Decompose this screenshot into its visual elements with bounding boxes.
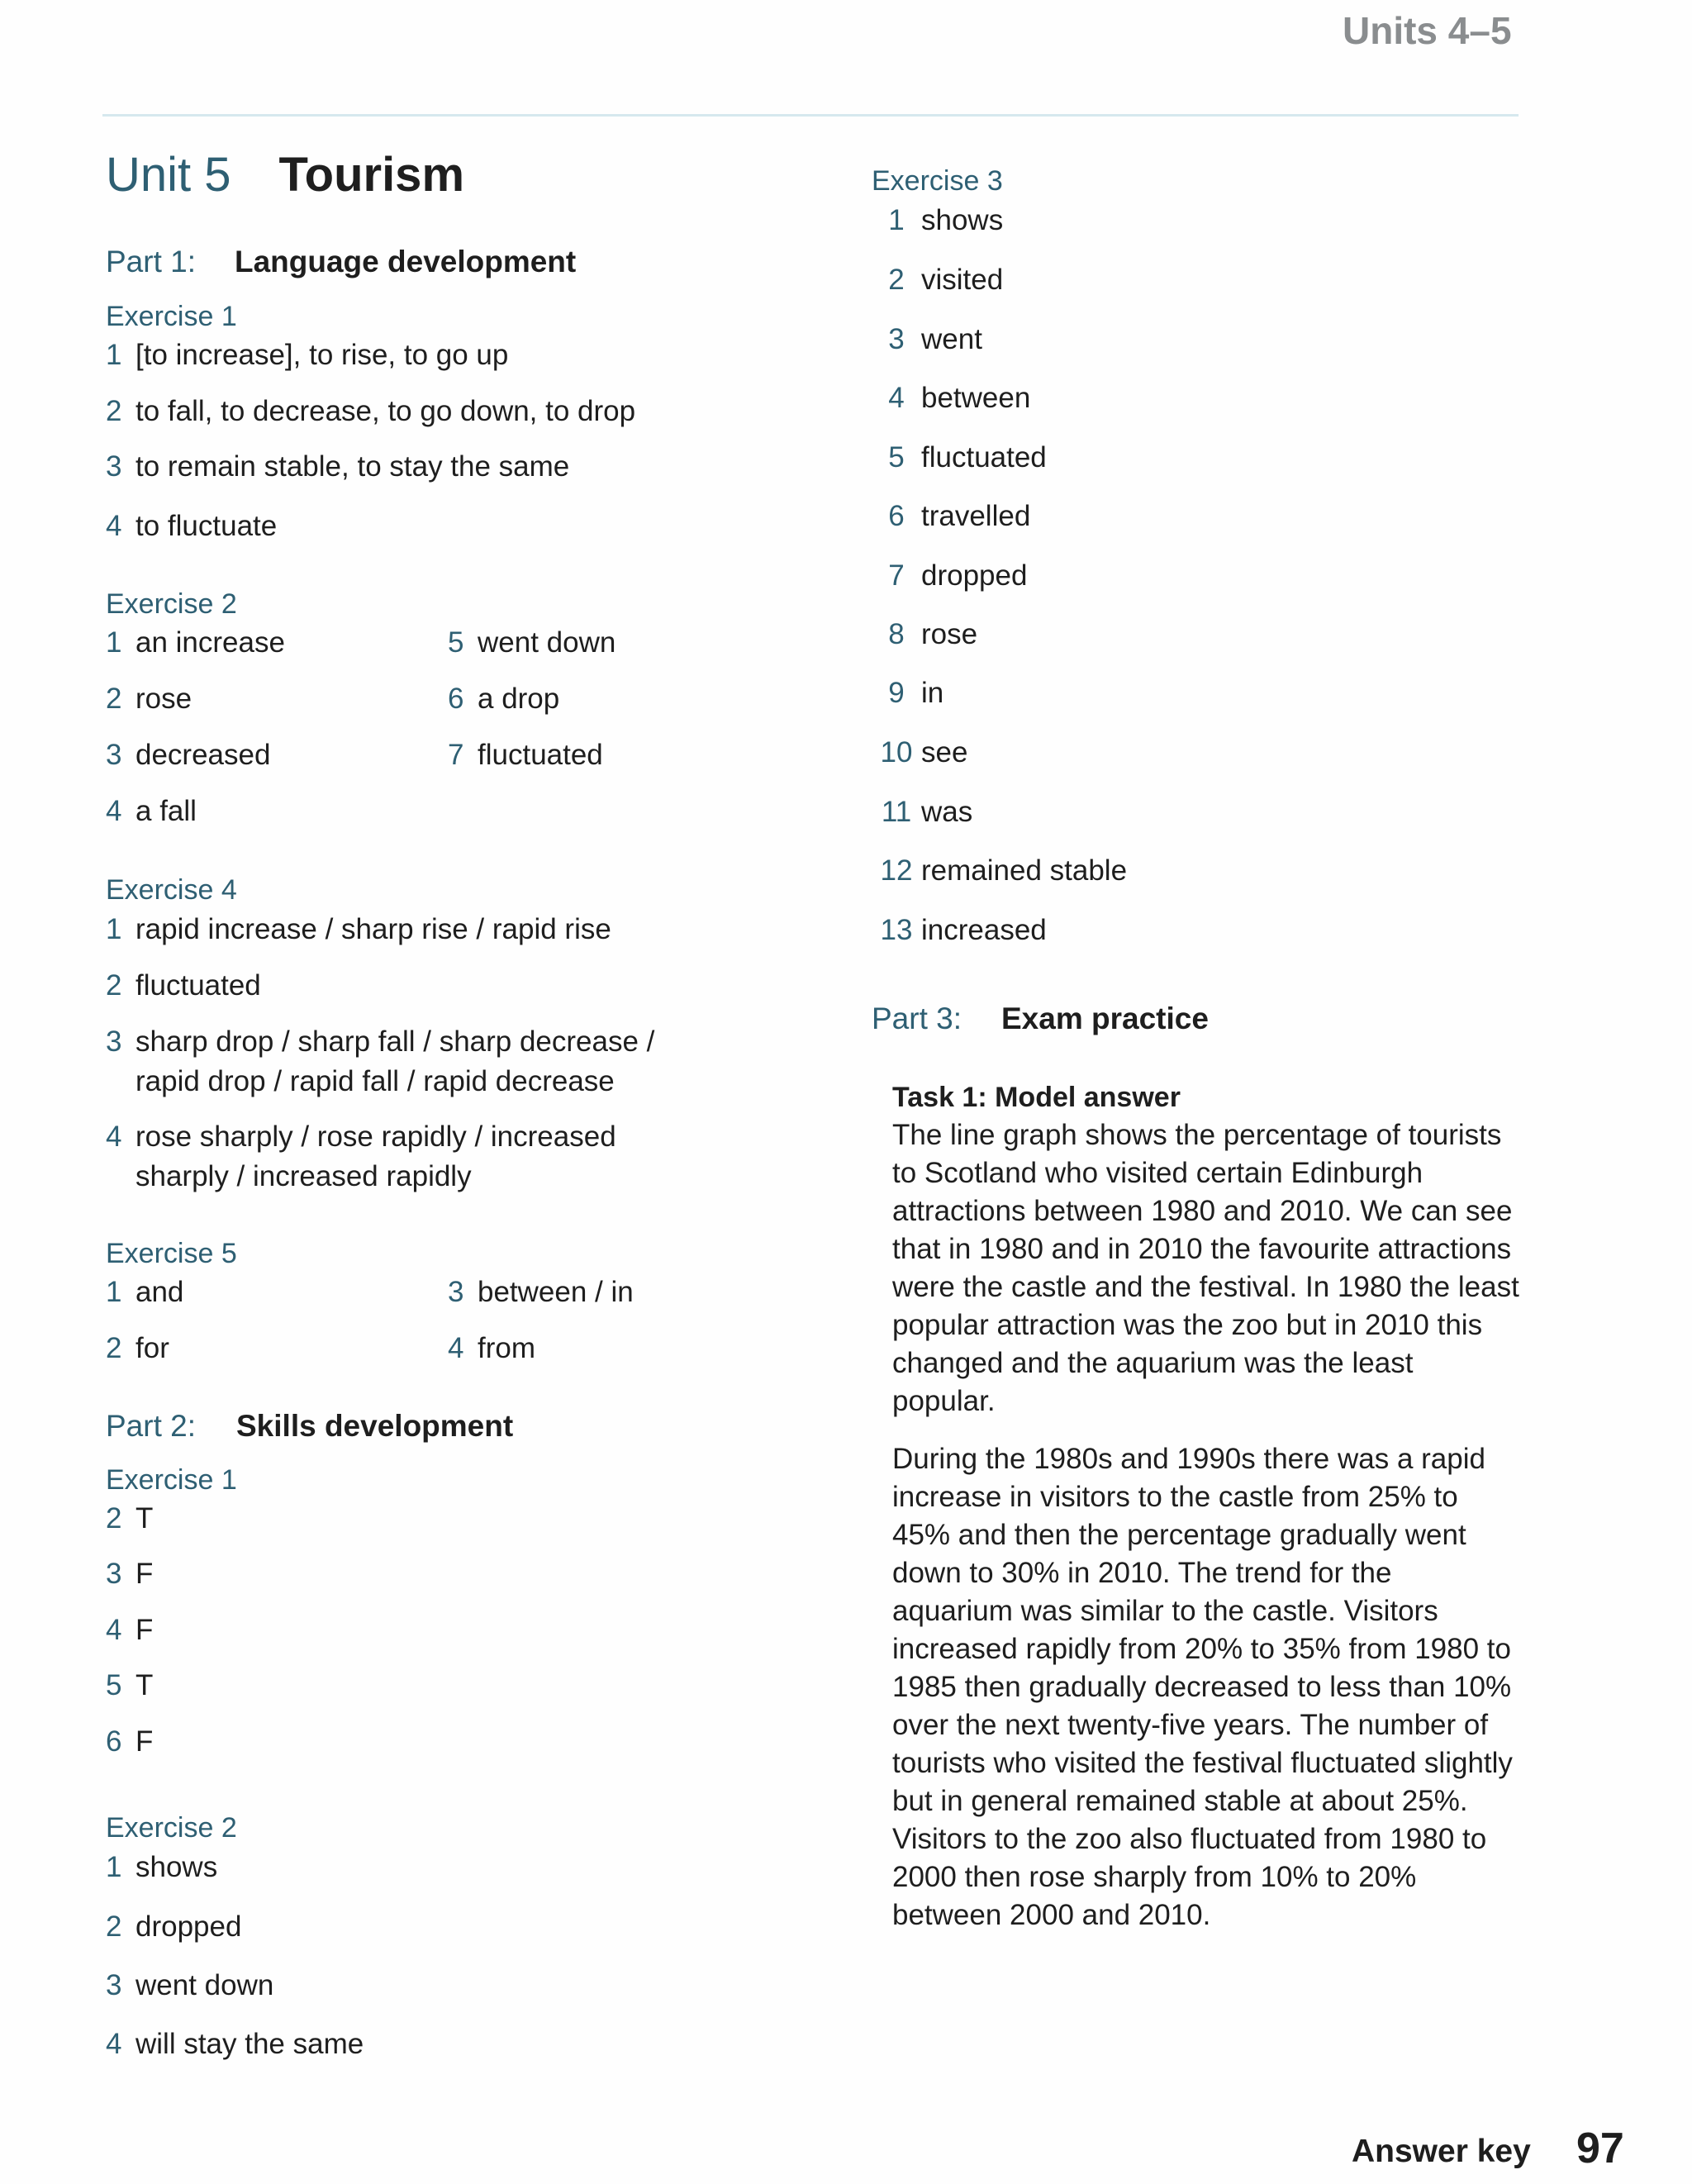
answer-item: 4 between bbox=[888, 382, 1031, 414]
answer-item: 10 see bbox=[880, 736, 968, 768]
answer-item: 7 dropped bbox=[888, 559, 1028, 592]
part-title: Language development bbox=[235, 245, 577, 278]
part-title: Skills development bbox=[236, 1409, 514, 1443]
header-rule bbox=[102, 114, 1519, 117]
part-label: Part 2: bbox=[106, 1409, 196, 1443]
exercise-heading: Exercise 5 bbox=[106, 1238, 237, 1269]
answer-item: 4 a fall bbox=[106, 795, 197, 827]
answer-item: 3 between / in bbox=[448, 1276, 634, 1308]
task-title: Task 1: Model answer bbox=[892, 1082, 1181, 1113]
answer-item: 12 remained stable bbox=[880, 854, 1128, 887]
answer-item: 5 T bbox=[106, 1669, 154, 1701]
answer-item: 8 rose bbox=[888, 618, 978, 650]
answer-item: 6 F bbox=[106, 1725, 154, 1758]
page-number: 97 bbox=[1576, 2125, 1624, 2172]
unit-name: Tourism bbox=[278, 148, 465, 202]
model-answer-paragraph: The line graph shows the percentage of tourists to Scotland who visited certain Edinburgh attractions between 1980 and 2010. We can see that in 1980 and in 2010 the favourite attractions were the castle and the festival. In 1980 the least popular attraction was the zoo but in 2010 this changed and the aquarium was the least popular. bbox=[892, 1119, 1519, 1417]
unit-number: Unit 5 bbox=[106, 148, 231, 202]
exercise-heading: Exercise 3 bbox=[872, 165, 1003, 197]
answer-item: 11 was bbox=[881, 796, 973, 828]
answer-item: 3 went bbox=[888, 323, 982, 355]
exercise-heading: Exercise 2 bbox=[106, 588, 237, 620]
answer-item: 2 T bbox=[106, 1502, 154, 1535]
answer-item: 1 shows bbox=[106, 1851, 218, 1883]
answer-item: 2 for bbox=[106, 1332, 169, 1364]
answer-item: 1 an increase bbox=[106, 626, 285, 659]
answer-item: 1 rapid increase / sharp rise / rapid rise bbox=[106, 913, 611, 945]
answer-item: 1 and bbox=[106, 1276, 184, 1308]
answer-item: 9 in bbox=[888, 677, 944, 709]
exercise-heading: Exercise 1 bbox=[106, 1464, 237, 1496]
answer-item: 2 dropped bbox=[106, 1910, 242, 1943]
running-head: Units 4–5 bbox=[1343, 9, 1512, 52]
answer-item: 2 rose bbox=[106, 683, 192, 715]
answer-item: 3 to remain stable, to stay the same bbox=[106, 450, 570, 483]
answer-item: 2 to fall, to decrease, to go down, to drop bbox=[106, 395, 636, 427]
answer-item: 7 fluctuated bbox=[448, 739, 603, 771]
part-2-heading bbox=[106, 1409, 513, 1444]
answer-item: 5 went down bbox=[448, 626, 616, 659]
answer-item: 4 F bbox=[106, 1614, 154, 1646]
part-title: Exam practice bbox=[1001, 1002, 1209, 1035]
answer-item: 3 went down bbox=[106, 1969, 274, 2001]
part-1-heading bbox=[106, 245, 576, 279]
answer-item: 1 [to increase], to rise, to go up bbox=[106, 339, 509, 371]
model-answer-paragraph: During the 1980s and 1990s there was a rapid increase in visitors to the castle from 25% to 45% and then the percentage gradually went down to 30% in 2010. The trend for the aquarium was similar to the castle. Visitors increased rapidly from 20% to 35% from 1980 to 1985 then gradually decreased to less than 10% over the next twenty-five years. The number of tourists who visited the festival fluctuated slightly but in general remained stable at about 25%. Visitors to the zoo also fluctuated from 1980 to 2000 then rose sharply from 10% to 20% between 2000 and 2010. bbox=[892, 1443, 1513, 1931]
answer-item: 13 increased bbox=[880, 914, 1047, 946]
answer-item: 3 sharp drop / sharp fall / sharp decrease / rapid drop / rapid fall / rapid decrease bbox=[106, 1025, 655, 1097]
answer-item: 6 a drop bbox=[448, 683, 560, 715]
answer-item: 3 F bbox=[106, 1558, 154, 1590]
answer-item: 4 to fluctuate bbox=[106, 510, 278, 542]
part-label: Part 3: bbox=[872, 1002, 962, 1035]
exercise-heading: Exercise 1 bbox=[106, 301, 237, 332]
footer-label: Answer key bbox=[1352, 2134, 1531, 2169]
exercise-heading: Exercise 2 bbox=[106, 1812, 237, 1844]
answer-item: 4 rose sharply / rose rapidly / increased sharply / increased rapidly bbox=[106, 1121, 616, 1192]
part-label: Part 1: bbox=[106, 245, 196, 278]
answer-item: 4 from bbox=[448, 1332, 535, 1364]
answer-item: 4 will stay the same bbox=[106, 2028, 364, 2060]
answer-item: 2 visited bbox=[888, 264, 1004, 296]
answer-item: 5 fluctuated bbox=[888, 441, 1047, 473]
unit-title bbox=[106, 147, 464, 202]
answer-item: 6 travelled bbox=[888, 500, 1031, 532]
answer-item: 1 shows bbox=[888, 204, 1004, 236]
exercise-heading: Exercise 4 bbox=[106, 874, 237, 906]
model-answer bbox=[892, 1078, 1520, 1954]
answer-item: 3 decreased bbox=[106, 739, 271, 771]
part-3-heading bbox=[872, 1002, 1209, 1036]
answer-item: 2 fluctuated bbox=[106, 969, 261, 1002]
